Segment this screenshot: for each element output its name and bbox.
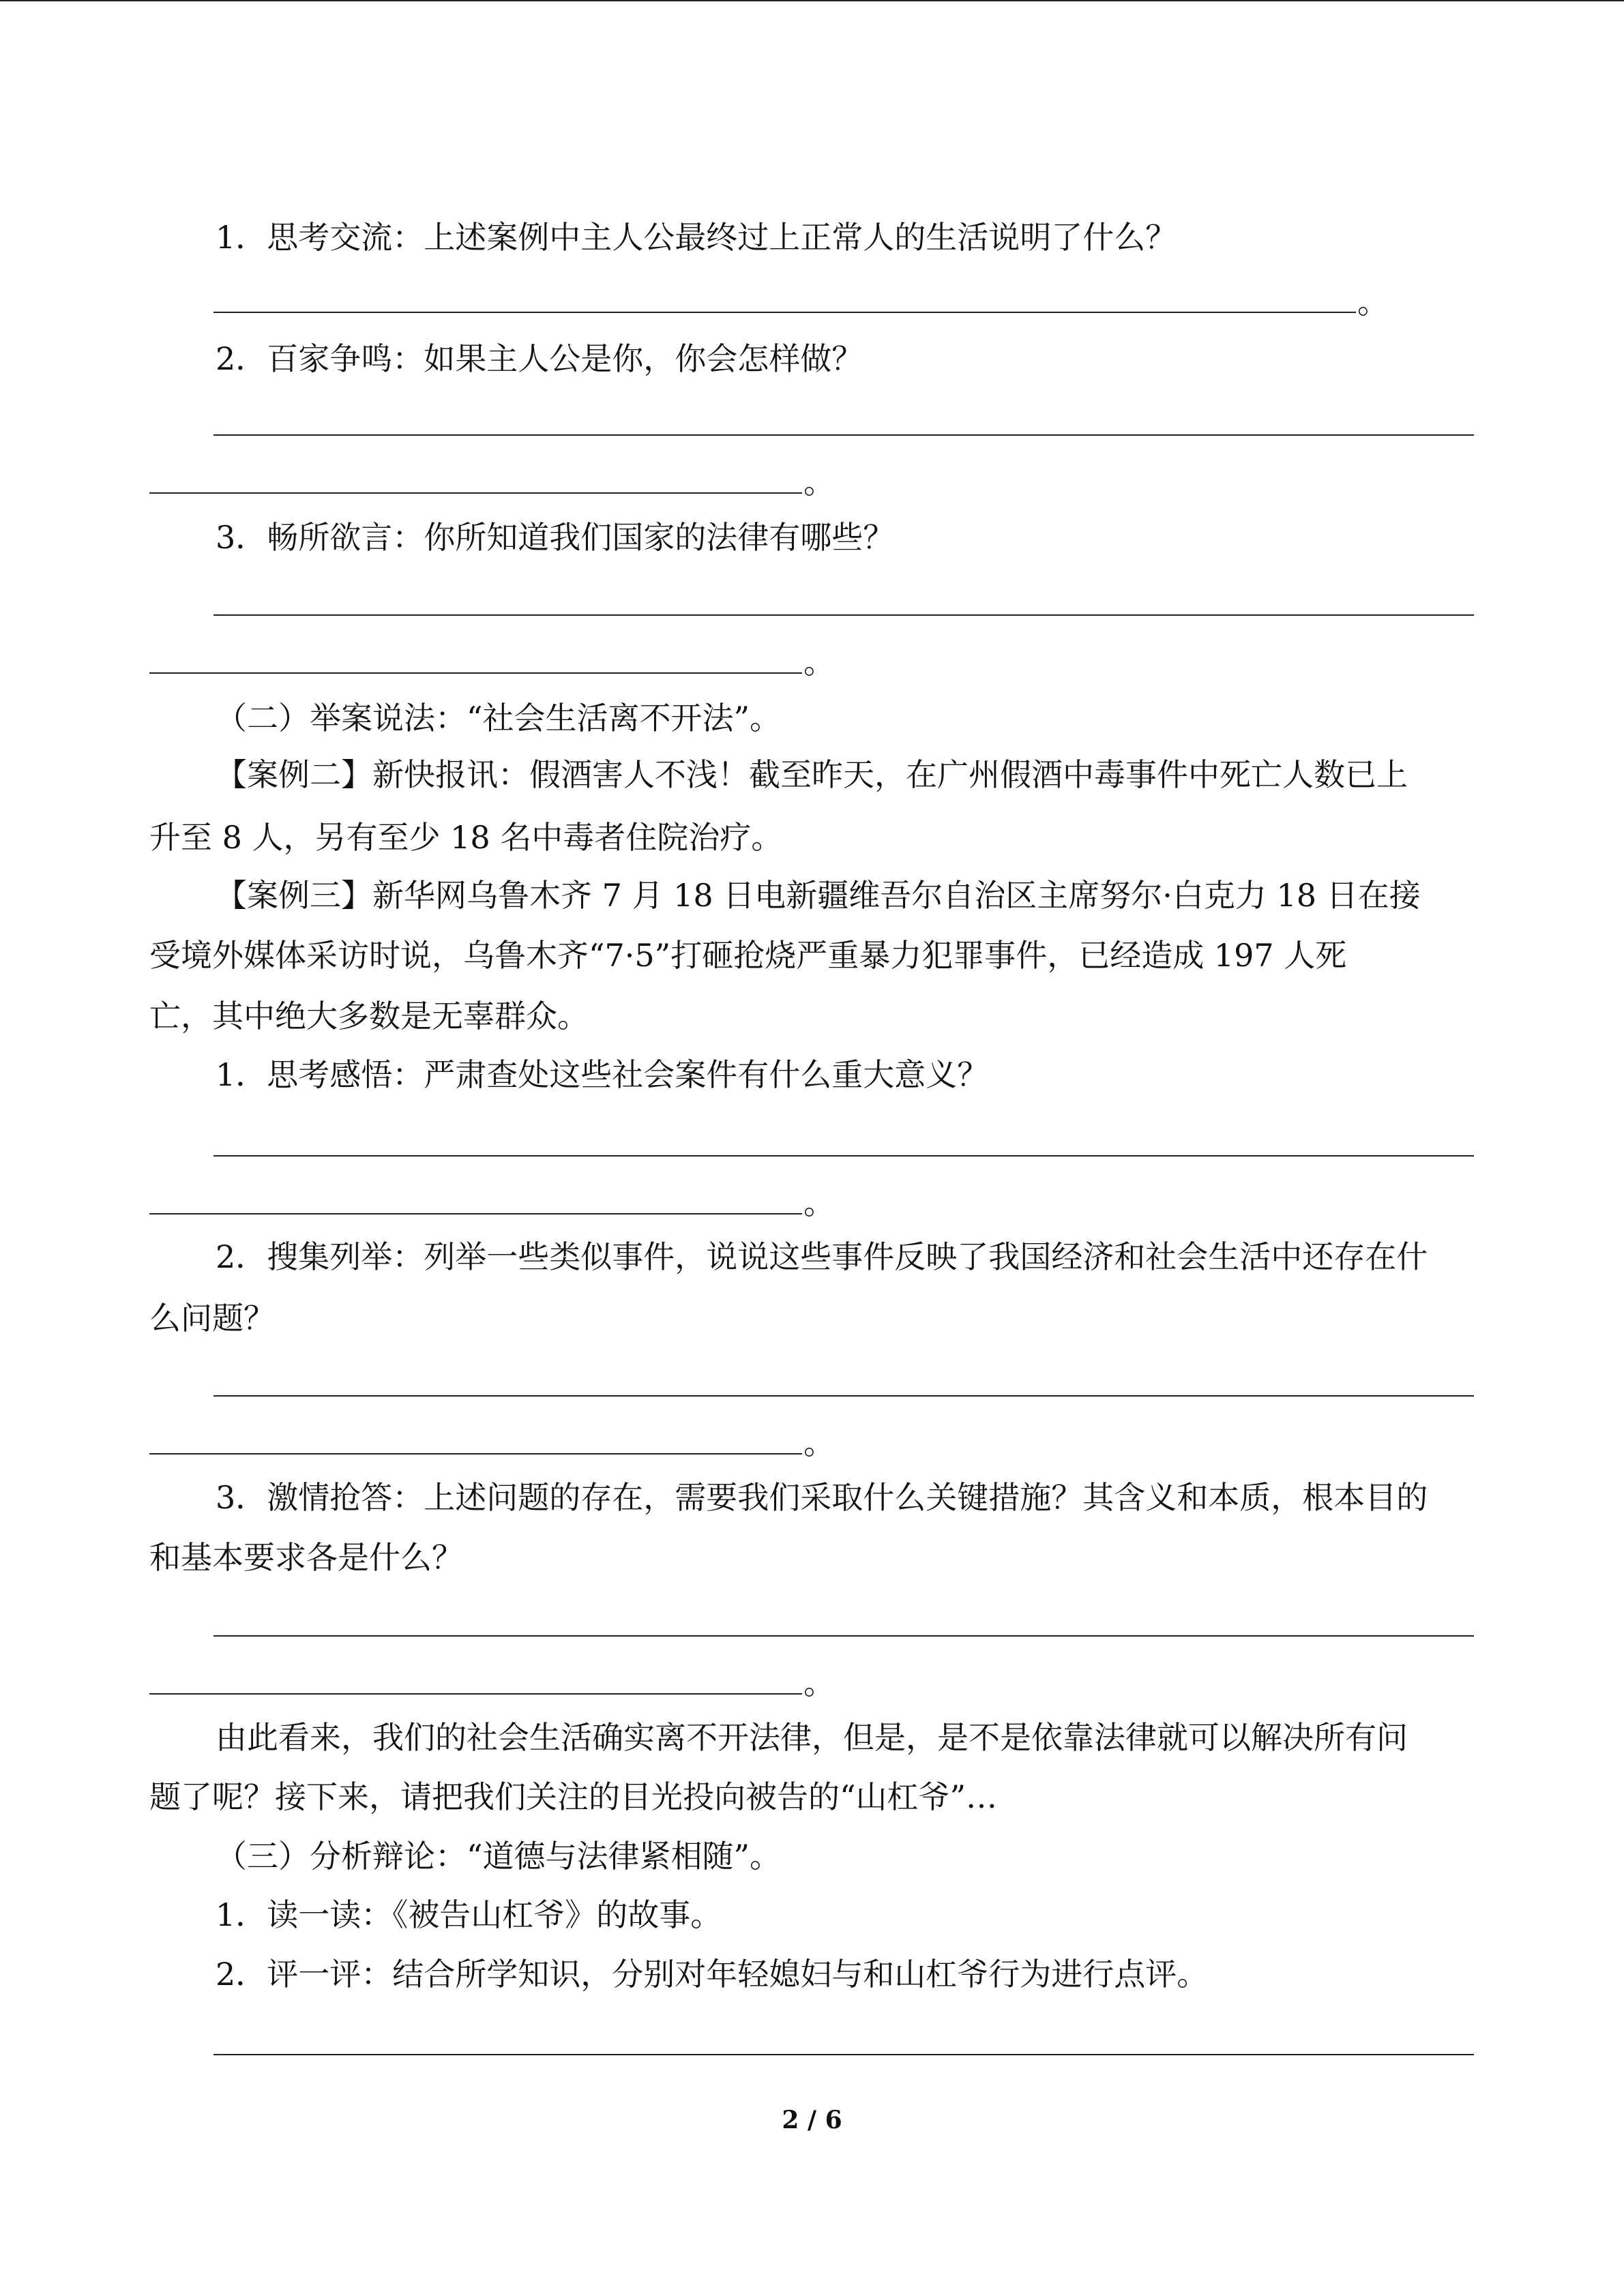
answer-line[interactable] bbox=[149, 1213, 802, 1214]
question-2-2-cont: 么问题？ bbox=[149, 1300, 275, 1337]
case-3-line: 受境外媒体采访时说，乌鲁木齐“7·5”打砸抢烧严重暴力犯罪事件，已经造成 197 人死 bbox=[149, 937, 1347, 974]
question-1-1: 1．思考交流：上述案例中主人公最终过上正常人的生活说明了什么？ bbox=[216, 219, 1177, 256]
case-3-line: 【案例三】新华网乌鲁木齐 7 月 18 日电新疆维吾尔自治区主席努尔·白克力 18 日在接 bbox=[216, 877, 1421, 914]
answer-end-mark: 。 bbox=[803, 464, 835, 501]
answer-line[interactable] bbox=[213, 434, 1474, 436]
question-1-2: 2．百家争鸣：如果主人公是你，你会怎样做？ bbox=[216, 340, 863, 377]
question-2-1: 1．思考感悟：严肃查处这些社会案件有什么重大意义？ bbox=[216, 1056, 989, 1093]
page-top-border bbox=[0, 0, 1624, 1]
section-2-heading: （二）举案说法：“社会生活离不开法”。 bbox=[216, 700, 782, 736]
case-2-line: 【案例二】新快报讯：假酒害人不浅！截至昨天，在广州假酒中毒事件中死亡人数已上 bbox=[216, 756, 1408, 793]
answer-line[interactable] bbox=[213, 1395, 1474, 1397]
answer-end-mark: 。 bbox=[803, 1665, 835, 1701]
answer-line[interactable] bbox=[213, 1155, 1474, 1157]
answer-end-mark: 。 bbox=[803, 1425, 835, 1461]
answer-line[interactable] bbox=[149, 1693, 802, 1695]
question-2-3: 3．激情抢答：上述问题的存在，需要我们采取什么关键措施？其含义和本质，根本目的 bbox=[216, 1479, 1428, 1516]
answer-line[interactable] bbox=[213, 2054, 1474, 2055]
transition-paragraph: 由此看来，我们的社会生活确实离不开法律，但是，是不是依靠法律就可以解决所有问 bbox=[216, 1719, 1408, 1756]
section-3-heading: （三）分析辩论：“道德与法律紧相随”。 bbox=[216, 1838, 782, 1875]
answer-line[interactable] bbox=[149, 492, 802, 494]
case-3-line: 亡，其中绝大多数是无辜群众。 bbox=[149, 998, 589, 1034]
page-number: 2 / 6 bbox=[782, 2106, 842, 2134]
transition-paragraph-cont: 题了呢？接下来，请把我们关注的目光投向被告的“山杠爷”… bbox=[149, 1778, 998, 1815]
answer-end-mark: 。 bbox=[803, 1184, 835, 1221]
question-3-2: 2．评一评：结合所学知识，分别对年轻媳妇与和山杠爷行为进行点评。 bbox=[216, 1956, 1209, 1993]
answer-line[interactable] bbox=[213, 312, 1356, 313]
answer-line[interactable] bbox=[213, 1635, 1474, 1637]
case-2-line: 升至 8 人，另有至少 18 名中毒者住院治疗。 bbox=[149, 819, 783, 856]
question-3-1: 1．读一读：《被告山杠爷》的故事。 bbox=[216, 1896, 722, 1933]
question-2-2: 2．搜集列举：列举一些类似事件，说说这些事件反映了我国经济和社会生活中还存在什 bbox=[216, 1238, 1428, 1275]
answer-line[interactable] bbox=[149, 672, 802, 674]
question-2-3-cont: 和基本要求各是什么？ bbox=[149, 1539, 463, 1576]
answer-line[interactable] bbox=[213, 614, 1474, 616]
question-1-3: 3．畅所欲言：你所知道我们国家的法律有哪些？ bbox=[216, 519, 895, 556]
answer-end-mark: 。 bbox=[1357, 284, 1389, 320]
answer-end-mark: 。 bbox=[803, 644, 835, 681]
answer-line[interactable] bbox=[149, 1453, 802, 1455]
